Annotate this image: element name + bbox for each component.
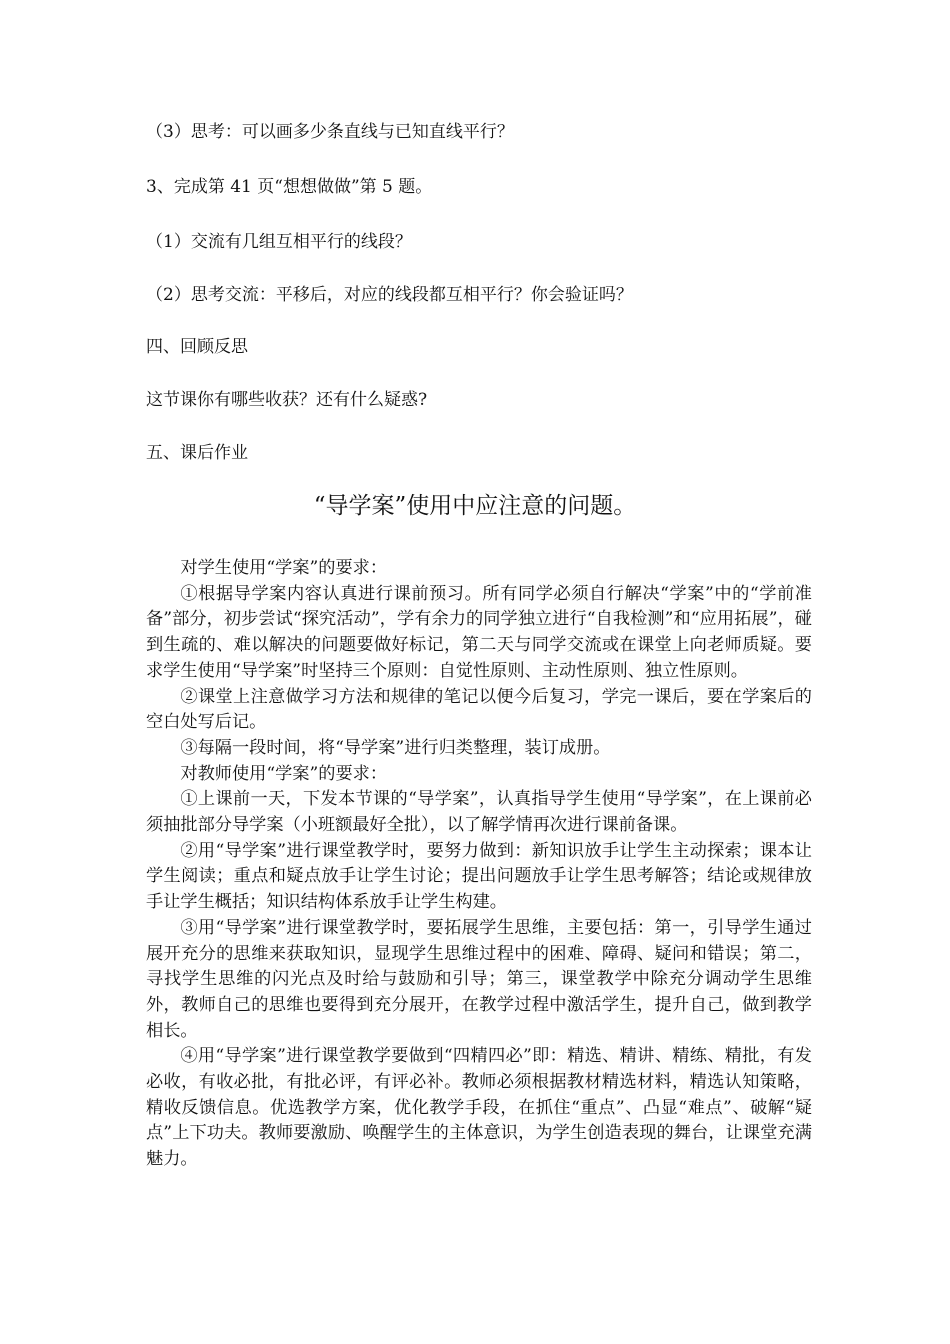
reflection-question: 这节课你有哪些收获？还有什么疑惑?: [146, 390, 428, 410]
paragraph: ④用“导学案”进行课堂教学要做到“四精四必”即：精选、精讲、精练、精批，有发必收，有收必批，有批必评，有评必补。教师必须根据教材精选材料，精选认知策略，精收反馈信息。优选教学方案，优化教学手段，在抓住“重点”、凸显“难点”、破解“疑点”上下功夫。教师要激励、唤醒学生的主体意识，为学生创造表现的舞台，让课堂充满魅力。: [146, 1046, 812, 1170]
paragraph: ②课堂上注意做学习方法和规律的笔记以便今后复习，学完一课后，要在学案后的空白处写后记。: [146, 686, 812, 733]
article-body: [146, 556, 812, 1173]
paragraph: ①根据导学案内容认真进行课前预习。所有同学必须自行解决“学案”中的“学前准备”部分，初步尝试“探究活动”，学有余力的同学独立进行“自我检测”和“应用拓展”，碰到生疏的、难以解决的问题要做好标记，第二天与同学交流或在课堂上向老师质疑。要求学生使用“导学案”时坚持三个原则：自觉性原则、主动性原则、独立性原则。: [146, 583, 812, 681]
paragraph: ①上课前一天，下发本节课的“导学案”，认真指导学生使用“导学案”，在上课前必须抽批部分导学案（小班额最好全批），以了解学情再次进行课前备课。: [146, 789, 812, 836]
teacher-req-heading: 对教师使用“学案”的要求：: [180, 763, 388, 784]
task-3: 3、完成第 41 页“想想做做”第 5 题。: [146, 177, 433, 197]
item-3-think: （3）思考：可以画多少条直线与已知直线平行？: [146, 122, 514, 142]
paragraph: ③用“导学案”进行课堂教学时，要拓展学生思维，主要包括：第一，引导学生通过展开充分的思维来获取知识，显现学生思维过程中的困难、障碍、疑问和错误；第二，寻找学生思维的闪光点及时给与鼓励和引导；第三，课堂教学中除充分调动学生思维外，教师自己的思维也要得到充分展开，在教学过程中激活学生，提升自己，做到教学相长。: [146, 917, 812, 1041]
article-title: “导学案”使用中应注意的问题。: [313, 493, 637, 519]
paragraph: ②用“导学案”进行课堂教学时，要努力做到：新知识放手让学生主动探索；课本让学生阅读；重点和疑点放手让学生讨论；提出问题放手让学生思考解答；结论或规律放手让学生概括；知识结构体系放手让学生构建。: [146, 840, 812, 913]
section-5-heading: 五、课后作业: [146, 443, 248, 463]
paragraph: ③每隔一段时间，将“导学案”进行归类整理，装订成册。: [180, 737, 611, 758]
section-4-heading: 四、回顾反思: [146, 337, 248, 357]
subitem-2: （2）思考交流：平移后，对应的线段都互相平行？你会验证吗？: [146, 285, 633, 305]
student-req-heading: 对学生使用“学案”的要求：: [180, 558, 388, 578]
subitem-1: （1）交流有几组互相平行的线段？: [146, 232, 412, 252]
